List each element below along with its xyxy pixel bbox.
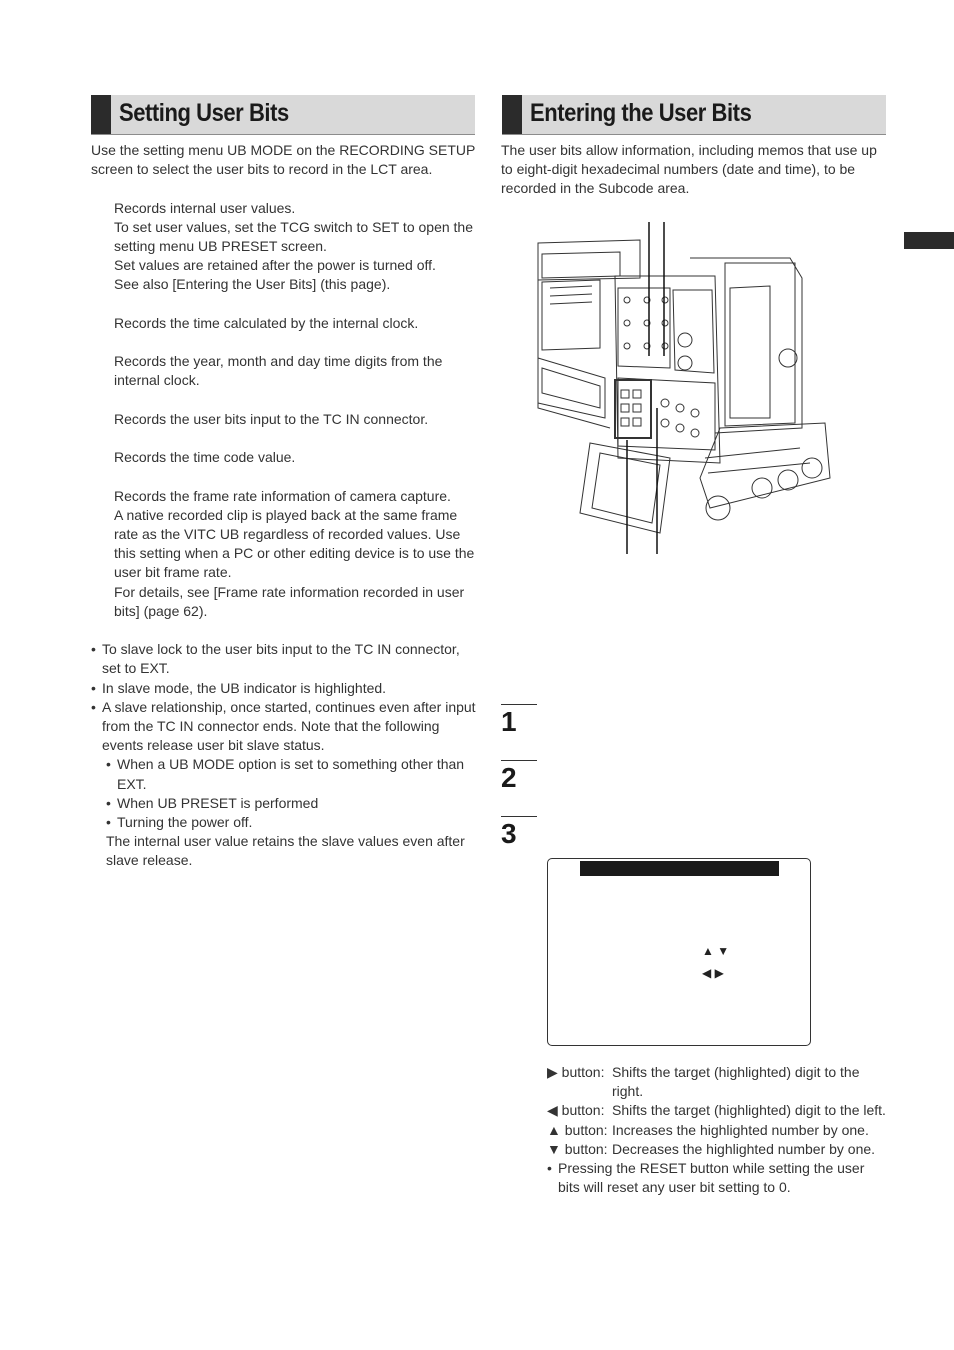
down-button-desc <box>547 1140 887 1159</box>
item-line: Records the frame rate information of camera capture. <box>114 487 451 504</box>
setting-user-bits-heading <box>91 95 475 135</box>
ub-mode-item-2 <box>91 314 477 333</box>
right-intro: The user bits allow information, including memos that use up to eight-digit hexadecimal numbers (date and time), to be recorded in the Subcode area. <box>501 142 877 197</box>
ub-mode-item-1 <box>91 199 477 295</box>
ub-preset-screen <box>547 858 811 1046</box>
button-descriptions <box>547 1063 887 1197</box>
heading-title: Setting User Bits <box>119 99 289 127</box>
sub-note-item: • Turning the power off. <box>106 813 477 832</box>
button-text: Decreases the highlighted number by one. <box>612 1140 876 1157</box>
left-column-body <box>91 141 477 871</box>
heading-bar <box>502 95 522 134</box>
ub-mode-item-5 <box>91 448 477 467</box>
item-line: For details, see [Frame rate information recorded in user bits] (page 62). <box>114 583 465 619</box>
reset-note: • Pressing the RESET button while setting the user bits will reset any user bit setting to 0. <box>547 1159 887 1197</box>
entering-user-bits-heading <box>502 95 886 135</box>
item-line: Records internal user values. <box>114 199 296 216</box>
button-lead: ▼ button: <box>547 1140 608 1157</box>
item-line: To set user values, set the TCG switch to SET to open the setting menu UB PRESET screen. <box>114 218 473 254</box>
step-3 <box>501 816 537 850</box>
button-lead: ▶ button: <box>547 1064 605 1080</box>
item-line: See also [Entering the User Bits] (this page). <box>114 276 391 293</box>
sub-note-item: • When a UB MODE option is set to something other than EXT. <box>106 755 477 793</box>
screen-title-bar <box>580 861 779 876</box>
sub-notes-list <box>91 755 477 832</box>
chapter-tab <box>904 232 954 249</box>
button-text: Increases the highlighted number by one. <box>612 1121 869 1138</box>
item-line: Records the year, month and day time digits from the internal clock. <box>114 353 443 389</box>
item-line: Records the user bits input to the TC IN connector. <box>114 410 429 427</box>
ub-mode-item-3 <box>91 352 477 390</box>
final-note: The internal user value retains the slave values even after slave release. <box>106 833 465 869</box>
item-line: A native recorded clip is played back at the same frame rate as the VITC UB regardless of recorded values. Use this setting when a PC or other editing device is to use the user bit frame rate. <box>114 506 475 581</box>
button-text: Shifts the target (highlighted) digit to the right. <box>612 1064 860 1100</box>
button-text: Shifts the target (highlighted) digit to the left. <box>612 1102 886 1119</box>
ub-mode-item-6 <box>91 487 477 621</box>
step-number: 3 <box>501 818 517 849</box>
notes-list <box>91 640 477 755</box>
step-number: 1 <box>501 706 517 737</box>
note-item: • To slave lock to the user bits input to the TC IN connector, set to EXT. <box>91 640 477 678</box>
item-line: Records the time code value. <box>114 449 296 466</box>
left-intro: Use the setting menu UB MODE on the RECORDING SETUP screen to select the user bits to record in the LCT area. <box>91 142 476 178</box>
item-line: Set values are retained after the power is turned off. <box>114 257 436 274</box>
up-down-arrows-icon: ▲ ▼ <box>702 944 730 958</box>
heading-title: Entering the User Bits <box>530 99 752 127</box>
up-button-desc <box>547 1121 887 1140</box>
button-lead: ◀ button: <box>547 1102 605 1119</box>
camera-illustration <box>530 218 840 558</box>
right-button-desc <box>547 1063 887 1101</box>
step-1 <box>501 704 537 738</box>
left-button-desc <box>547 1101 887 1120</box>
step-number: 2 <box>501 762 517 793</box>
ub-mode-item-4 <box>91 410 477 429</box>
sub-note-item: • When UB PRESET is performed <box>106 794 477 813</box>
step-2 <box>501 760 537 794</box>
note-item: • In slave mode, the UB indicator is highlighted. <box>91 679 477 698</box>
heading-bar <box>91 95 111 134</box>
button-lead: ▲ button: <box>547 1121 608 1138</box>
note-item: • A slave relationship, once started, continues even after input from the TC IN connector ends. Note that the following events release user bit slave status. <box>91 698 477 756</box>
left-right-arrows-icon: ◀ ▶ <box>702 966 724 980</box>
item-line: Records the time calculated by the internal clock. <box>114 314 419 331</box>
